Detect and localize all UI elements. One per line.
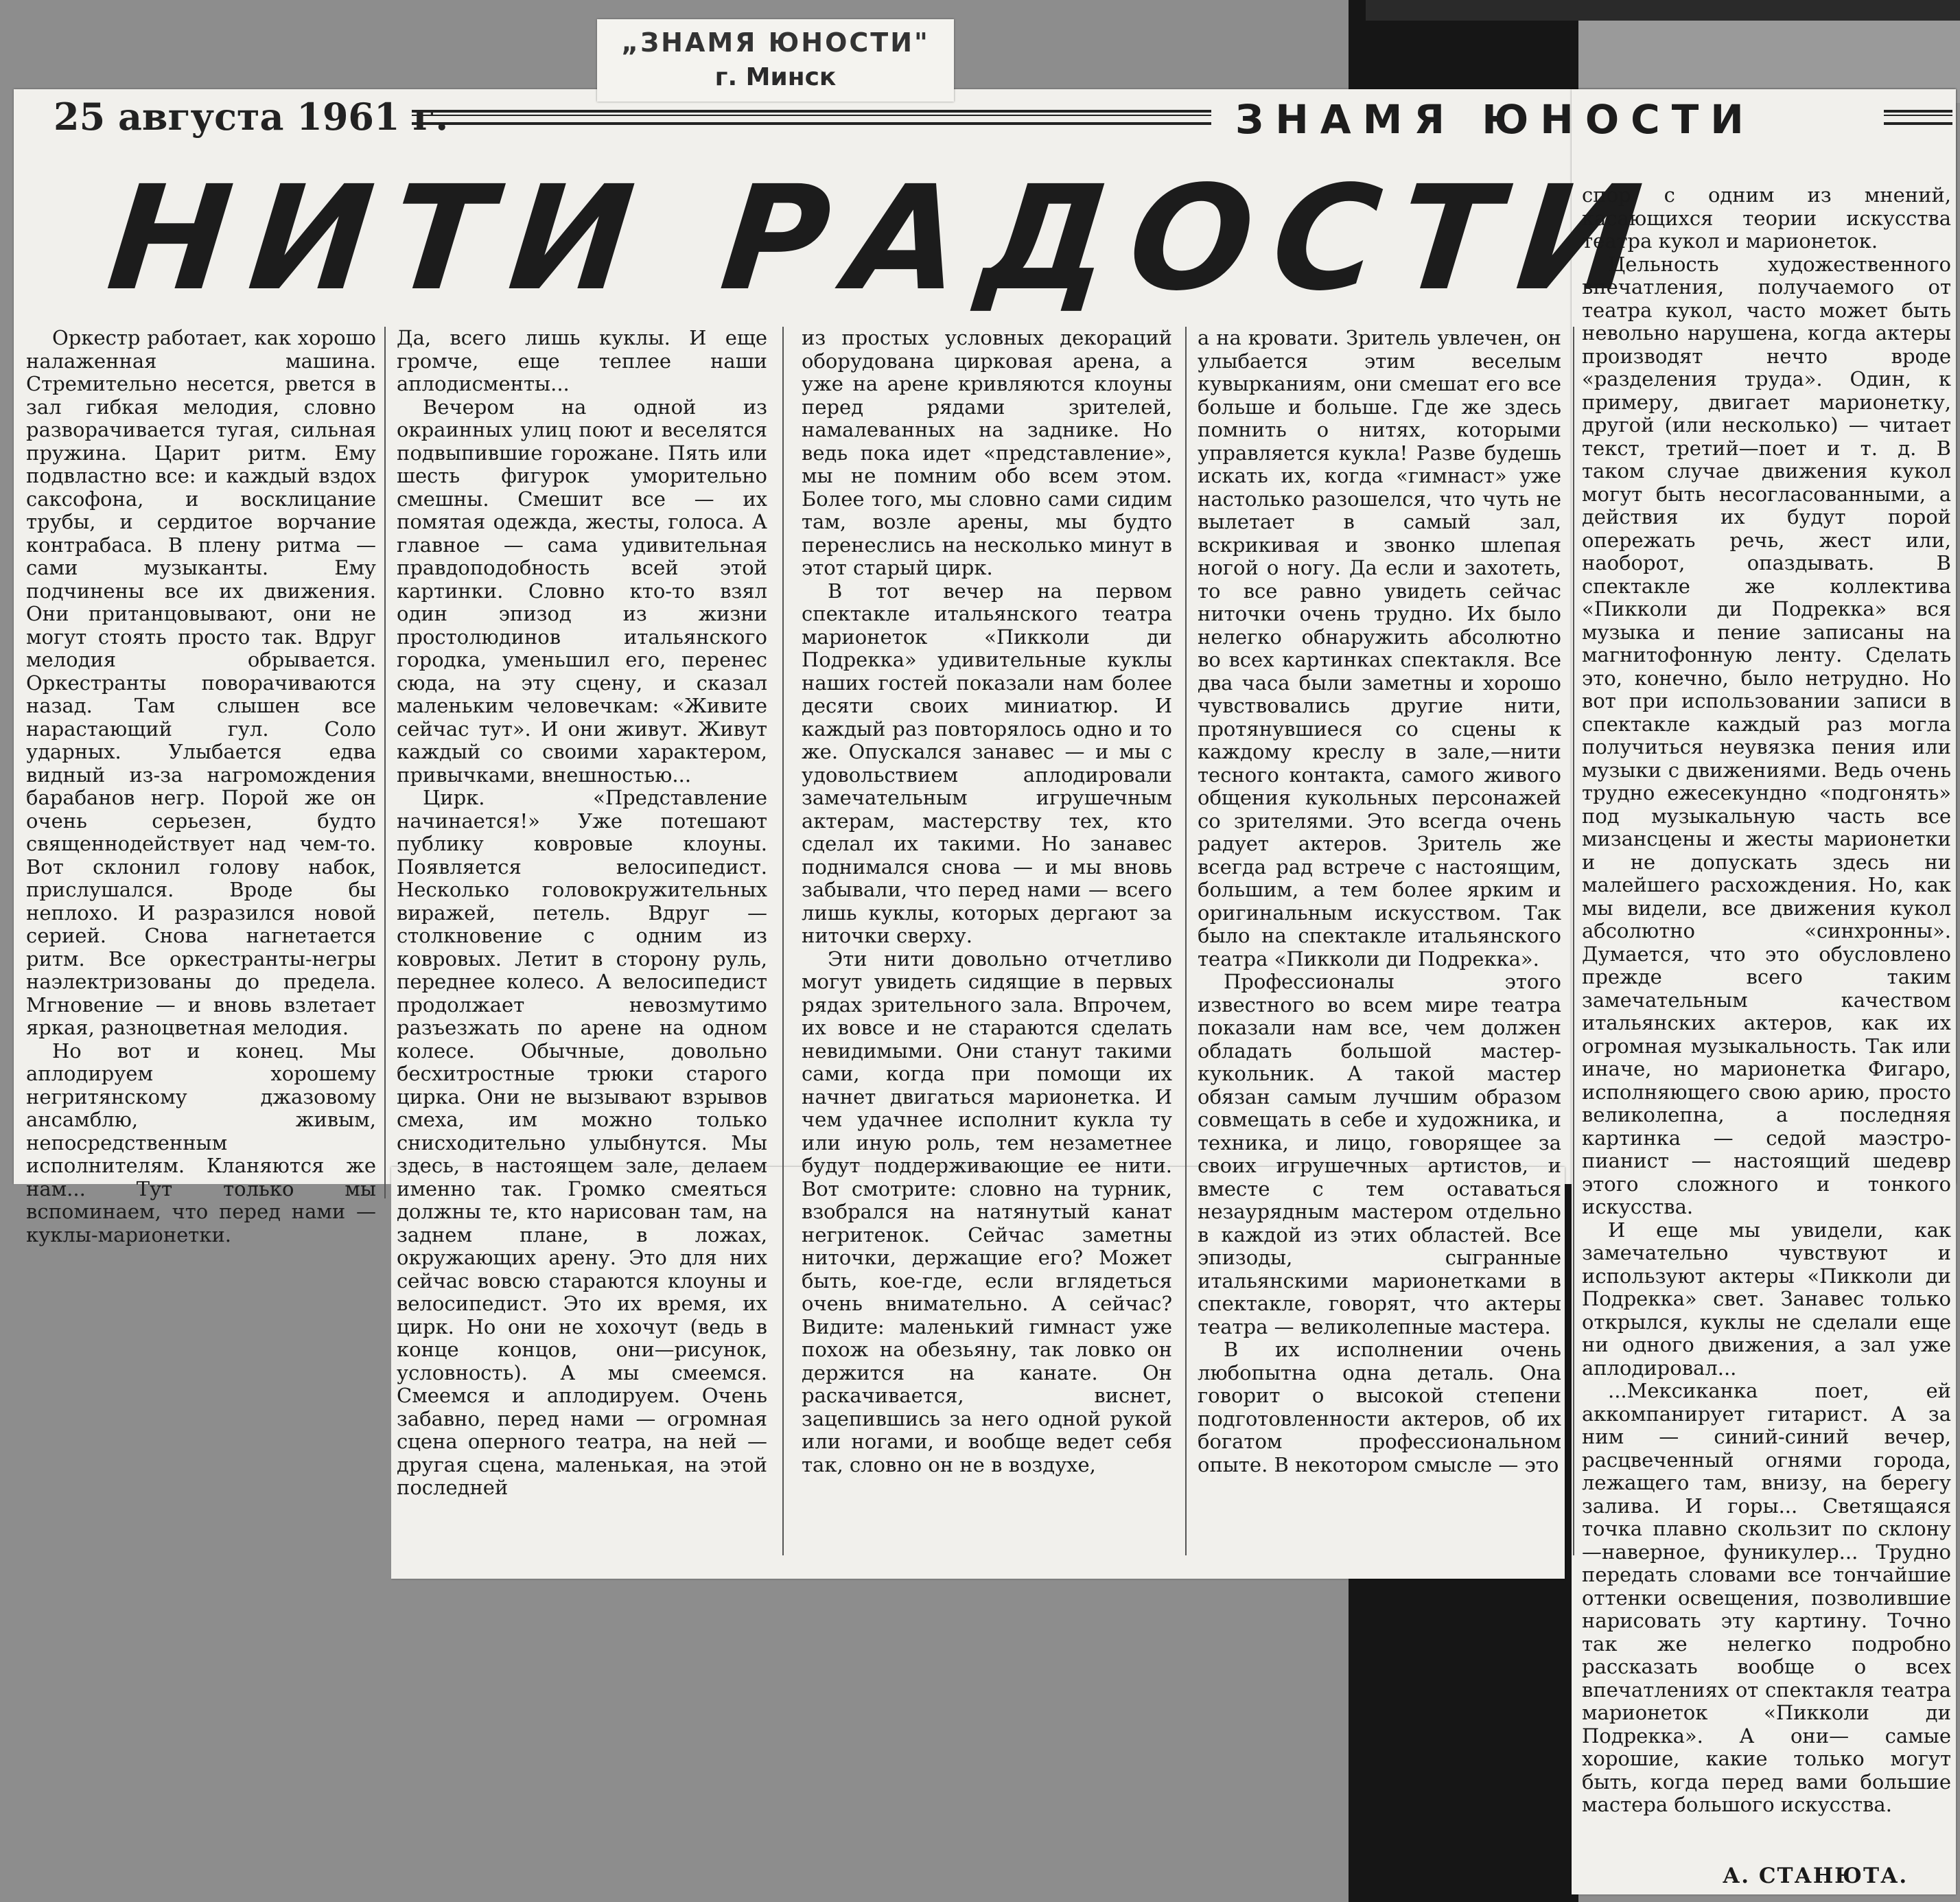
article-column-3 <box>802 327 1172 1476</box>
paragraph: из простых условных декораций оборудована цирковая арена, а уже на арене кривляются клоуны перед рядами зрителей, намалеванных на заднике. Но ведь пока идет «представление», мы не помним обо всем этом. Более того, мы словно сами сидим там, возле арены, мы будто перенеслись на несколько минут в этот старый цирк. <box>802 326 1172 579</box>
article-column-4 <box>1198 327 1561 1476</box>
paragraph: В тот вечер на первом спектакле итальянского театра марионеток «Пикколи ди Подрекка» удивительные куклы наших гостей показали нам более десяти своих миниатюр. И каждый раз повторялось одно и то же. Опускался занавес — и мы с удовольствием аплодировали замечательным игрушечным актерам, мастерству тех, кто сделал их такими. Но занавес поднимался снова — и мы вновь забывали, что перед нами — всего лишь куклы, которых дергают за ниточки сверху. <box>802 579 1172 947</box>
author-signature: А. СТАНЮТА. <box>1723 1864 1909 1888</box>
background-dark-top <box>1366 0 1960 21</box>
archive-stamp-label <box>597 19 954 102</box>
issue-date: 25 августа 1961 г. <box>54 95 449 139</box>
paragraph: Оркестр работает, как хорошо налаженная машина. Стремительно несется, рвется в зал гибкая мелодия, словно разворачивается тугая, сильная пружина. Царит ритм. Ему подвластно все: и каждый вздох саксофона, и восклицание трубы, и сердитое ворчание контрабаса. В плену ритма — сами музыканты. Ему подчинены все их движения. Они пританцовывают, они не могут стоять просто так. Вдруг мелодия обрывается. Оркестранты поворачиваются назад. Там слышен все нарастающий гул. Соло ударных. Улыбается едва видный из-за нагромождения барабанов негр. Порой же он очень серьезен, будто священнодействует над чем-то. Вот склонил голову набок, прислушался. Вроде бы неплохо. И разразился новой серией. Снова нагнетается ритм. Все оркестранты-негры наэлектризованы до предела. Мгновение — и вновь взлетает яркая, разноцветная мелодия. <box>26 326 376 1039</box>
masthead-rule-left <box>412 110 1211 125</box>
column-divider-4 <box>1573 327 1574 1555</box>
article-title: НИТИ РАДОСТИ <box>101 154 1669 323</box>
paragraph: Цирк. «Представление начинается!» Уже потешают публику ковровые клоуны. Появляется велосипедист. Несколько головокружительных виражей, петель. Вдруг — столкновение с одним из ковровых. Летит в сторону руль, переднее колесо. А велосипедист продолжает невозмутимо разъезжать по арене на одном колесе. Обычные, довольно бесхитростные трюки старого цирка. Они не вызывают взрывов смеха, им можно только снисходительно улыбнутся. Мы здесь, в настоящем зале, делаем именно так. Громко смеяться должны те, кто нарисован там, на заднем плане, в ложах, окружающих арену. Это для них сейчас вовсю стараются клоуны и велосипедист. Это их время, их цирк. Но они не хохочут (ведь в конце концов, они—рисунок, условность). А мы смеемся. Смеемся и аплодируем. Очень забавно, перед нами — огромная сцена оперного театра, на ней — другая сцена, маленькая, на этой последней <box>397 786 767 1499</box>
article-column-2 <box>397 327 767 1500</box>
newspaper-masthead: ЗНАМЯ ЮНОСТИ <box>1235 96 1755 143</box>
paragraph: Да, всего лишь куклы. И еще громче, еще теплее наши аплодисменты... <box>397 326 767 395</box>
paragraph: Но вот и конец. Мы аплодируем хорошему негритянскому джазовому ансамблю, живым, непосредственным исполнителям. Кланяются же нам... Тут только мы вспоминаем, что перед нами — куклы-марионетки. <box>26 1039 376 1246</box>
column-divider-1 <box>384 327 386 1198</box>
article-column-5 <box>1582 184 1951 1817</box>
column-divider-2 <box>782 327 784 1555</box>
article-column-1 <box>26 327 376 1246</box>
masthead-rule-right <box>1884 110 1952 125</box>
paragraph: Эти нити довольно отчетливо могут увидеть сидящие в первых рядах зрительного зала. Впрочем, их вовсе и не стараются сделать невидимыми. Они станут такими сами, когда при помощи их начнет двигаться марионетка. И чем удачнее исполнит кукла ту или иную роль, тем незаметнее будут поддерживающие ее нити. Вот смотрите: словно на турник, взобрался на натянутый канат негритенок. Сейчас заметны ниточки, держащие его? Может быть, кое-где, если вглядеться очень внимательно. А сейчас? Видите: маленький гимнаст уже похож на обезьяну, так ловко он держится на канате. Он раскачивается, виснет, зацепившись за него одной рукой или ногами, и вообще ведет себя так, словно он не в воздухе, <box>802 947 1172 1476</box>
paragraph: Цельность художественного впечатления, получаемого от театра кукол, часто может быть невольно нарушена, когда актеры производят нечто вроде «разделения труда». Один, к примеру, двигает марионетку, другой (или несколько) — читает текст, третий—поет и т. д. В таком случае движения кукол могут быть несогласованными, а действия их будут порой опережать речь, жест или, наоборот, опаздывать. В спектакле же коллектива «Пикколи ди Подрекка» вся музыка и пение записаны на магнитофонную ленту. Сделать это, конечно, было нетрудно. Но вот при использовании записи в спектакле каждый раз могла получиться неувязка пения или музыки с движениями. Ведь очень трудно ежесекундно «подгонять» под музыкальную часть все мизансцены и жесты марионетки и не допускать здесь ни малейшего расхождения. Но, как мы видели, все движения кукол абсолютно «синхронны». Думается, что это обусловлено прежде всего таким замечательным качеством итальянских актеров, как их огромная музыкальность. Так или иначе, но марионетка Фигаро, исполняющего свою арию, просто великолепна, а последняя картинка — седой маэстро-пианист — настоящий шедевр этого сложного и тонкого искусства. <box>1582 252 1951 1218</box>
background-lower-left <box>14 1184 391 1902</box>
stamp-paper-name: „ЗНАМЯ ЮНОСТИ" <box>621 27 930 58</box>
paragraph: ...Мексиканка поет, ей аккомпанирует гитарист. А за ним — синий-синий вечер, расцвеченный огнями города, лежащего там, внизу, на берегу залива. И горы... Светящаяся точка плавно скользит по склону—наверное, фуникулер... Трудно передать словами все тончайшие оттенки освещения, позволившие нарисовать эту картину. Точно так же нелегко подробно рассказать вообще о всех впечатлениях от спектакля театра марионеток «Пикколи ди Подрекка». А они— самые хорошие, какие только могут быть, когда перед вами большие мастера большого искусства. <box>1582 1379 1951 1816</box>
paragraph: спор с одним из мнений, касающихся теории искусства театра кукол и марионеток. <box>1582 183 1951 253</box>
paragraph: В их исполнении очень любопытна одна деталь. Она говорит о высокой степени подготовленности актеров, об их богатом профессиональном опыте. В некотором смысле — это <box>1198 1338 1561 1476</box>
paragraph: Вечером на одной из окраинных улиц поют и веселятся подвыпившие горожане. Пять или шесть фигурок уморительно смешны. Смешит все — их помятая одежда, жесты, голоса. А главное — сама удивительная правдоподобность всей этой картинки. Словно кто-то взял один эпизод из жизни простолюдинов итальянского городка, уменьшил его, перенес сюда, на эту сцену, и сказал маленьким человечкам: «Живите сейчас тут». И они живут. Живут каждый со своими характером, привычками, внешностью... <box>397 395 767 787</box>
paragraph: Профессионалы этого известного во всем мире театра показали нам все, чем должен обладать большой мастер-кукольник. А такой мастер обязан самым лучшим образом совмещать в себе и художника, и техника, и лицо, говорящее за своих игрушечных артистов, и вместе с тем оставаться незаурядным мастером отдельно в каждой из этих областей. Все эпизоды, сыгранные итальянскими марионетками в спектакле, говорят, что актеры театра — великолепные мастера. <box>1198 970 1561 1338</box>
paragraph: а на кровати. Зритель увлечен, он улыбается этим веселым кувырканиям, они смешат его все больше и больше. Где же здесь помнить о нитях, которыми управляется кукла! Разве будешь искать их, когда «гимнаст» уже настолько разошелся, что чуть не вылетает в самый зал, вскрикивая и звонко шлепая ногой о ногу. Да если и захотеть, то все равно увидеть сейчас ниточки очень трудно. Их было нелегко обнаружить абсолютно во всех картинках спектакля. Все два часа были заметны и хорошо чувствовались другие нити, протянувшиеся со сцены к каждому креслу в зале,—нити тесного контакта, самого живого общения кукольных персонажей со зрителями. Это всегда очень радует актеров. Зритель же всегда рад встрече с настоящим, большим, а тем более ярким и оригинальным искусством. Так было на спектакле итальянского театра «Пикколи ди Подрекка». <box>1198 326 1561 971</box>
stamp-city: г. Минск <box>714 63 837 91</box>
column-divider-3 <box>1185 327 1187 1555</box>
paragraph: И еще мы увидели, как замечательно чувствуют и используют актеры «Пикколи ди Подрекка» свет. Занавес только открылся, куклы не сделали еще ни одного движения, а зал уже аплодировал... <box>1582 1218 1951 1380</box>
